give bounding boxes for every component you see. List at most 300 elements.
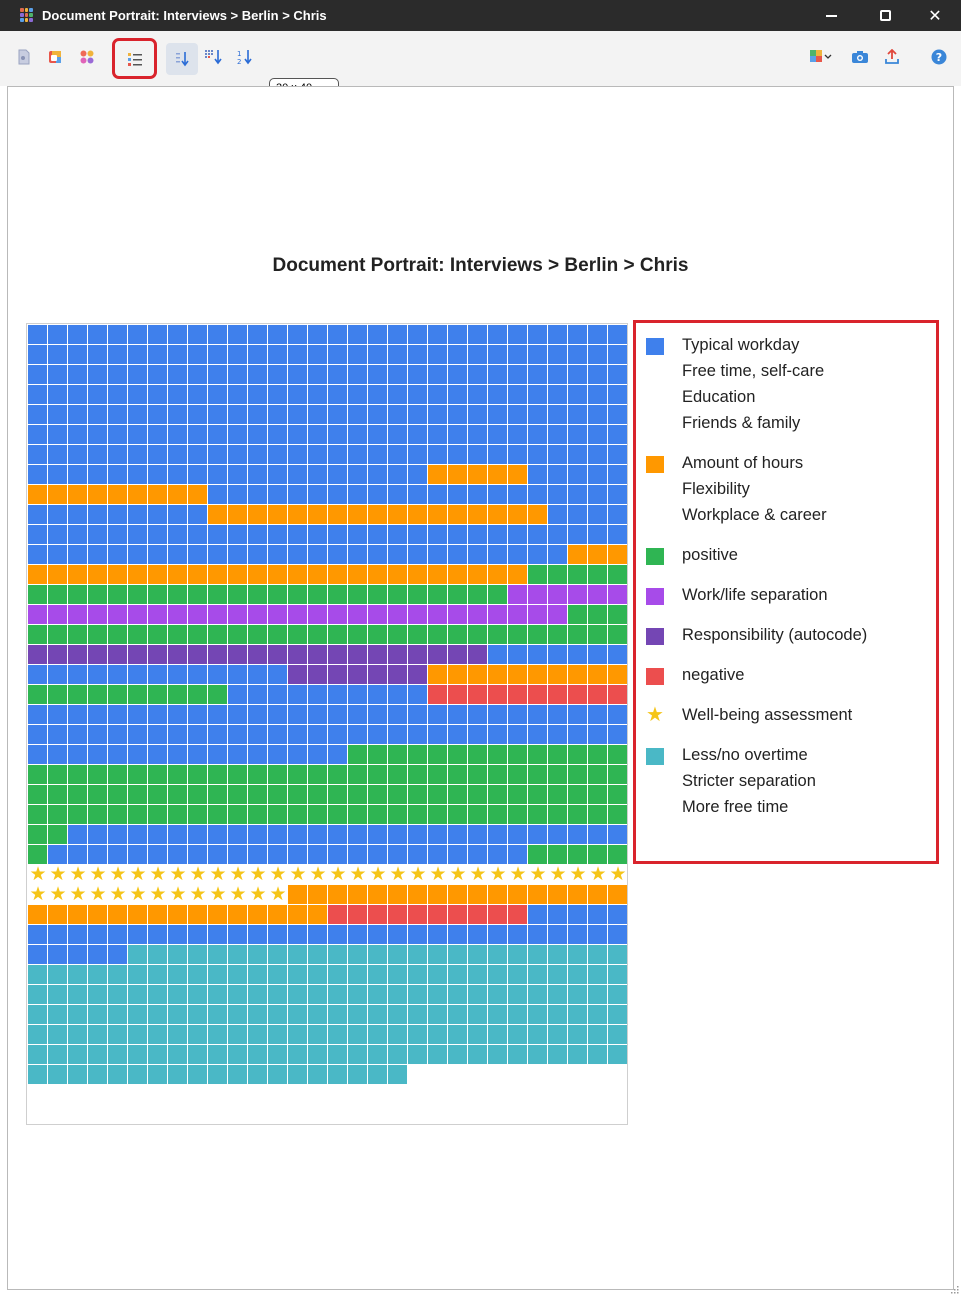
portrait-cell	[488, 345, 507, 364]
portrait-cell	[128, 945, 147, 964]
document-button[interactable]	[10, 43, 38, 71]
portrait-cell	[408, 965, 427, 984]
portrait-cell	[348, 785, 367, 804]
portrait-cell	[208, 645, 227, 664]
portrait-cell	[288, 625, 307, 644]
portrait-cell	[468, 485, 487, 504]
portrait-cell	[468, 705, 487, 724]
portrait-cell	[28, 385, 47, 404]
portrait-cell	[308, 805, 327, 824]
portrait-cell	[228, 505, 247, 524]
star-cell-icon: ★	[189, 884, 207, 905]
portrait-cell	[528, 345, 547, 364]
portrait-cell	[88, 685, 107, 704]
portrait-cell	[348, 485, 367, 504]
portrait-cell	[328, 445, 347, 464]
portrait-cell	[348, 525, 367, 544]
portrait-cell	[568, 725, 587, 744]
portrait-cell	[28, 685, 47, 704]
portrait-cell	[428, 665, 447, 684]
sort-order-button[interactable]	[166, 43, 198, 75]
portrait-cell	[548, 505, 567, 524]
portrait-cell	[588, 745, 607, 764]
portrait-cell	[288, 505, 307, 524]
toolbar	[0, 31, 961, 86]
portrait-cell	[188, 905, 207, 924]
portrait-cell	[188, 605, 207, 624]
portrait-cell	[148, 465, 167, 484]
portrait-cell	[328, 685, 347, 704]
portrait-cell	[308, 885, 327, 904]
portrait-cell	[608, 925, 627, 944]
portrait-cell	[228, 485, 247, 504]
portrait-cell	[568, 905, 587, 924]
portrait-cell	[128, 585, 147, 604]
portrait-cell	[188, 945, 207, 964]
portrait-cell	[608, 445, 627, 464]
portrait-cell	[168, 485, 187, 504]
portrait-cell	[408, 1005, 427, 1024]
legend-list-icon	[127, 51, 143, 67]
star-cell-icon: ★	[529, 864, 547, 885]
portrait-cell	[468, 565, 487, 584]
portrait-cell	[428, 1045, 447, 1064]
portrait-cell	[228, 385, 247, 404]
portrait-cell	[308, 765, 327, 784]
portrait-cell	[288, 725, 307, 744]
legend-label: More free time	[682, 798, 789, 816]
portrait-cell	[408, 645, 427, 664]
help-icon	[931, 49, 947, 65]
portrait-cell	[568, 965, 587, 984]
portrait-cell	[68, 745, 87, 764]
portrait-cell	[508, 665, 527, 684]
portrait-cell	[508, 765, 527, 784]
portrait-cell	[388, 365, 407, 384]
portrait-cell	[288, 605, 307, 624]
portrait-cell	[348, 1025, 367, 1044]
legend-swatch	[646, 628, 664, 645]
portrait-cell	[428, 845, 447, 864]
portrait-cell	[348, 365, 367, 384]
portrait-cell	[148, 425, 167, 444]
portrait-cell	[388, 965, 407, 984]
portrait-cell	[328, 965, 347, 984]
legend-label: Education	[682, 388, 756, 406]
portrait-cell	[88, 1065, 107, 1084]
portrait-cell	[268, 365, 287, 384]
portrait-cell	[568, 625, 587, 644]
portrait-cell	[28, 805, 47, 824]
portrait-cell	[108, 585, 127, 604]
portrait-cell	[348, 805, 367, 824]
portrait-cell	[108, 1065, 127, 1084]
portrait-cell	[488, 405, 507, 424]
portrait-cell	[308, 525, 327, 544]
portrait-cell	[128, 465, 147, 484]
portrait-cell	[248, 985, 267, 1004]
portrait-cell	[128, 525, 147, 544]
portrait-cell	[228, 745, 247, 764]
portrait-cell	[68, 605, 87, 624]
portrait-cell	[68, 625, 87, 644]
portrait-cell	[28, 945, 47, 964]
portrait-cell	[68, 525, 87, 544]
portrait-cell	[208, 445, 227, 464]
portrait-cell	[448, 745, 467, 764]
portrait-cell	[128, 825, 147, 844]
portrait-cell	[608, 1045, 627, 1064]
portrait-cell	[308, 625, 327, 644]
portrait-cell	[508, 965, 527, 984]
portrait-cell	[588, 505, 607, 524]
portrait-cell	[448, 405, 467, 424]
portrait-cell	[108, 825, 127, 844]
portrait-cell	[208, 665, 227, 684]
portrait-cell	[528, 445, 547, 464]
portrait-cell	[248, 1045, 267, 1064]
legend-swatch	[646, 588, 664, 605]
portrait-cell	[448, 725, 467, 744]
numeric-sort-button[interactable]	[231, 43, 259, 71]
portrait-cell	[548, 785, 567, 804]
portrait-cell	[108, 805, 127, 824]
portrait-cell	[588, 965, 607, 984]
portrait-cell	[408, 725, 427, 744]
portrait-cell	[28, 345, 47, 364]
portrait-cell	[548, 445, 567, 464]
portrait-cell	[468, 745, 487, 764]
portrait-cell	[588, 825, 607, 844]
portrait-cell	[188, 465, 207, 484]
portrait-cell	[88, 345, 107, 364]
color-palette-button[interactable]	[41, 43, 69, 71]
star-cell-icon: ★	[49, 864, 67, 885]
portrait-cell	[548, 665, 567, 684]
star-cell-icon: ★	[369, 864, 387, 885]
portrait-cell	[388, 345, 407, 364]
portrait-cell	[108, 425, 127, 444]
portrait-cell	[528, 945, 547, 964]
portrait-cell	[448, 625, 467, 644]
portrait-cell	[548, 345, 567, 364]
portrait-cell	[508, 805, 527, 824]
portrait-cell	[608, 745, 627, 764]
portrait-cell	[188, 365, 207, 384]
portrait-cell	[168, 445, 187, 464]
portrait-cell	[168, 565, 187, 584]
portrait-cell	[88, 925, 107, 944]
portrait-cell	[528, 885, 547, 904]
portrait-cell	[208, 365, 227, 384]
portrait-cell	[308, 645, 327, 664]
portrait-cell	[308, 945, 327, 964]
resize-grip-icon[interactable]	[951, 1286, 959, 1294]
portrait-cell	[28, 825, 47, 844]
portrait-cell	[308, 425, 327, 444]
portrait-cell	[448, 845, 467, 864]
portrait-cell	[48, 425, 67, 444]
minimize-button[interactable]	[808, 0, 854, 31]
portrait-cell	[168, 985, 187, 1004]
portrait-cell	[408, 505, 427, 524]
portrait-cell	[528, 665, 547, 684]
portrait-cell	[28, 605, 47, 624]
portrait-cell	[228, 785, 247, 804]
portrait-cell	[108, 945, 127, 964]
portrait-cell	[468, 545, 487, 564]
portrait-cell	[408, 1045, 427, 1064]
portrait-cell	[528, 505, 547, 524]
portrait-cell	[388, 1045, 407, 1064]
portrait-cell	[368, 1065, 387, 1084]
portrait-cell	[248, 1005, 267, 1024]
portrait-cell	[468, 665, 487, 684]
portrait-cell	[508, 485, 527, 504]
color-circles-button[interactable]	[73, 43, 101, 71]
portrait-cell	[508, 385, 527, 404]
portrait-cell	[128, 685, 147, 704]
portrait-cell	[28, 665, 47, 684]
portrait-cell	[488, 665, 507, 684]
document-icon	[17, 49, 31, 65]
portrait-cell	[588, 725, 607, 744]
portrait-cell	[88, 985, 107, 1004]
portrait-grid	[26, 323, 628, 1125]
portrait-cell	[88, 325, 107, 344]
portrait-cell	[328, 365, 347, 384]
portrait-cell	[368, 585, 387, 604]
star-cell-icon: ★	[449, 864, 467, 885]
portrait-cell	[488, 825, 507, 844]
help-button[interactable]	[925, 43, 953, 71]
star-cell-icon: ★	[309, 864, 327, 885]
portrait-cell	[268, 405, 287, 424]
portrait-cell	[508, 985, 527, 1004]
portrait-cell	[388, 405, 407, 424]
maximize-button[interactable]	[862, 0, 908, 31]
portrait-cell	[28, 765, 47, 784]
portrait-cell	[48, 385, 67, 404]
portrait-cell	[388, 1025, 407, 1044]
portrait-cell	[28, 365, 47, 384]
portrait-cell	[428, 585, 447, 604]
portrait-cell	[148, 645, 167, 664]
portrait-cell	[168, 1005, 187, 1024]
grid-sort-button[interactable]	[199, 43, 227, 71]
portrait-cell	[68, 365, 87, 384]
portrait-cell	[588, 645, 607, 664]
portrait-cell	[108, 725, 127, 744]
portrait-cell	[528, 525, 547, 544]
portrait-cell	[368, 485, 387, 504]
portrait-cell	[268, 685, 287, 704]
portrait-cell	[268, 945, 287, 964]
portrait-cell	[288, 885, 307, 904]
portrait-cell	[608, 505, 627, 524]
portrait-cell	[68, 785, 87, 804]
portrait-cell	[348, 1065, 367, 1084]
portrait-cell	[188, 645, 207, 664]
portrait-cell	[308, 845, 327, 864]
portrait-cell	[548, 825, 567, 844]
portrait-cell	[588, 565, 607, 584]
portrait-cell	[588, 525, 607, 544]
portrait-cell	[68, 705, 87, 724]
portrait-cell	[408, 805, 427, 824]
portrait-cell	[508, 785, 527, 804]
portrait-cell	[368, 685, 387, 704]
portrait-cell	[508, 1025, 527, 1044]
portrait-cell	[528, 645, 547, 664]
portrait-cell	[268, 1065, 287, 1084]
portrait-cell	[448, 825, 467, 844]
portrait-cell	[428, 985, 447, 1004]
portrait-cell	[228, 705, 247, 724]
portrait-cell	[168, 945, 187, 964]
portrait-cell	[388, 1065, 407, 1084]
portrait-cell	[468, 325, 487, 344]
export-button[interactable]	[878, 43, 906, 71]
portrait-cell	[308, 1045, 327, 1064]
portrait-cell	[508, 445, 527, 464]
portrait-cell	[608, 525, 627, 544]
portrait-cell	[608, 585, 627, 604]
portrait-cell	[128, 745, 147, 764]
portrait-cell	[408, 885, 427, 904]
portrait-cell	[188, 665, 207, 684]
portrait-cell	[28, 405, 47, 424]
portrait-cell	[348, 325, 367, 344]
portrait-cell	[208, 845, 227, 864]
portrait-cell	[128, 345, 147, 364]
portrait-cell	[528, 805, 547, 824]
portrait-cell	[248, 585, 267, 604]
portrait-cell	[348, 445, 367, 464]
portrait-cell	[48, 945, 67, 964]
portrait-cell	[188, 505, 207, 524]
legend-label: Amount of hours	[682, 454, 804, 472]
portrait-cell	[428, 905, 447, 924]
portrait-cell	[48, 1005, 67, 1024]
portrait-cell	[288, 345, 307, 364]
portrait-cell	[608, 625, 627, 644]
portrait-cell	[148, 745, 167, 764]
portrait-cell	[548, 685, 567, 704]
portrait-cell	[448, 705, 467, 724]
portrait-cell	[468, 465, 487, 484]
star-cell-icon: ★	[269, 884, 287, 905]
portrait-cell	[368, 765, 387, 784]
star-cell-icon: ★	[169, 864, 187, 885]
star-cell-icon: ★	[609, 864, 627, 885]
portrait-cell	[528, 845, 547, 864]
portrait-cell	[188, 1045, 207, 1064]
portrait-cell	[128, 1065, 147, 1084]
portrait-cell	[488, 1005, 507, 1024]
numeric-sort-icon	[236, 49, 254, 65]
portrait-cell	[508, 605, 527, 624]
portrait-cell	[428, 605, 447, 624]
screenshot-button[interactable]	[846, 43, 874, 71]
portrait-cell	[468, 605, 487, 624]
portrait-cell	[108, 445, 127, 464]
portrait-cell	[488, 325, 507, 344]
portrait-cell	[488, 525, 507, 544]
portrait-cell	[48, 825, 67, 844]
portrait-cell	[388, 685, 407, 704]
portrait-cell	[568, 565, 587, 584]
portrait-cell	[28, 545, 47, 564]
portrait-cell	[508, 625, 527, 644]
portrait-cell	[188, 705, 207, 724]
portrait-cell	[488, 365, 507, 384]
portrait-cell	[388, 445, 407, 464]
colors-menu-button[interactable]	[806, 43, 836, 71]
portrait-cell	[568, 405, 587, 424]
portrait-cell	[488, 385, 507, 404]
portrait-cell	[288, 525, 307, 544]
portrait-cell	[348, 345, 367, 364]
portrait-cell	[168, 925, 187, 944]
close-button[interactable]	[912, 0, 958, 31]
portrait-cell	[28, 965, 47, 984]
portrait-cell	[288, 405, 307, 424]
portrait-cell	[548, 985, 567, 1004]
star-cell-icon: ★	[89, 864, 107, 885]
portrait-cell	[68, 505, 87, 524]
portrait-cell	[88, 965, 107, 984]
portrait-cell	[568, 345, 587, 364]
portrait-cell	[28, 705, 47, 724]
portrait-cell	[608, 805, 627, 824]
portrait-cell	[108, 565, 127, 584]
portrait-cell	[328, 825, 347, 844]
portrait-cell	[208, 545, 227, 564]
portrait-cell	[448, 485, 467, 504]
portrait-cell	[148, 805, 167, 824]
legend-label: Typical workday	[682, 336, 800, 354]
portrait-cell	[68, 1065, 87, 1084]
portrait-cell	[268, 505, 287, 524]
portrait-cell	[68, 825, 87, 844]
portrait-cell	[88, 1025, 107, 1044]
portrait-cell	[368, 1005, 387, 1024]
portrait-cell	[288, 905, 307, 924]
portrait-cell	[408, 345, 427, 364]
portrait-cell	[548, 965, 567, 984]
portrait-cell	[408, 925, 427, 944]
svg-text:1: 1	[237, 50, 242, 58]
portrait-cell	[368, 745, 387, 764]
portrait-cell	[588, 365, 607, 384]
portrait-cell	[328, 845, 347, 864]
portrait-cell	[88, 445, 107, 464]
portrait-cell	[108, 625, 127, 644]
legend-swatch	[646, 456, 664, 473]
portrait-cell	[568, 385, 587, 404]
portrait-cell	[528, 545, 547, 564]
portrait-cell	[68, 1025, 87, 1044]
portrait-cell	[388, 725, 407, 744]
portrait-cell	[488, 745, 507, 764]
portrait-cell	[128, 365, 147, 384]
legend-toggle-button[interactable]	[115, 41, 154, 76]
portrait-cell	[588, 425, 607, 444]
portrait-cell	[148, 505, 167, 524]
portrait-cell	[428, 965, 447, 984]
portrait-cell	[508, 945, 527, 964]
